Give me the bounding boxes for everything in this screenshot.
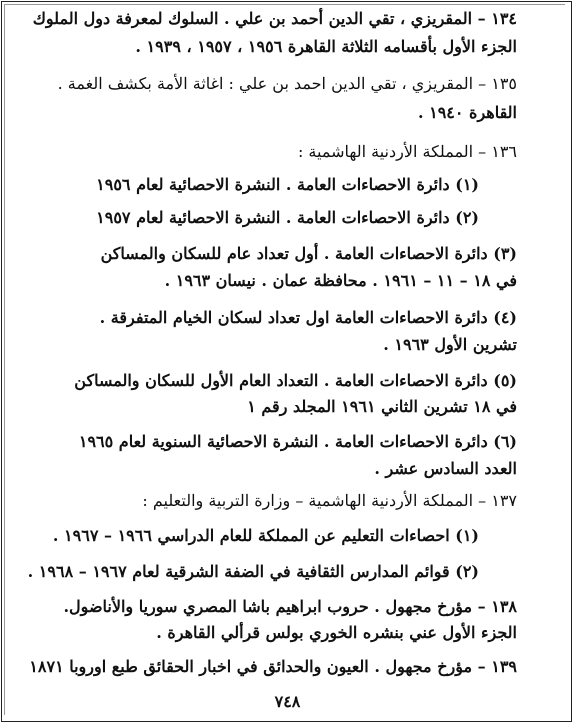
entry-138-line-1: ١٣٨ – مؤرخ مجهول . حروب ابراهيم باشا المصري سوريا والأناضول. xyxy=(63,597,517,616)
entry-136-item-1: (١) دائرة الاحصاءات العامة . النشرة الاحصائية لعام ١٩٥٦ xyxy=(96,175,479,194)
entry-137-item-1: (١) احصاءات التعليم عن المملكة للعام الدراسي ١٩٦٦ – ١٩٦٧ . xyxy=(52,526,479,545)
entry-136-item-6-line-2: العدد السادس عشر . xyxy=(374,459,517,478)
entry-136-item-2: (٢) دائرة الاحصاءات العامة . النشرة الاحصائية لعام ١٩٥٧ xyxy=(96,208,479,227)
entry-136-item-4-line-1: (٤) دائرة الاحصاءات العامة اول تعداد لسكان الخيام المتفرقة . xyxy=(99,308,517,327)
entry-137-item-2: (٢) قوائم المدارس الثقافية في الضفة الشرقية لعام ١٩٦٧ – ١٩٦٨ . xyxy=(27,562,479,581)
page-number: ٧٤٨ xyxy=(274,692,301,711)
entry-136-item-4-line-2: تشرين الأول ١٩٦٣ . xyxy=(383,335,517,354)
entry-134-line-2: الجزء الأول بأقسامه الثلاثة القاهرة ١٩٥٦ ، ١٩٥٧ ، ١٩٣٩ . xyxy=(135,37,517,56)
entry-136-heading: ١٣٦ – المملكة الأردنية الهاشمية : xyxy=(297,142,517,161)
entry-138-line-2: الجزء الأول عني بنشره الخوري بولس قرألي القاهرة . xyxy=(156,623,517,642)
entry-134-line-1: ١٣٤ – المقريزي ، تقي الدين أحمد بن علي . السلوك لمعرفة دول الملوك xyxy=(32,9,517,28)
entry-136-item-5-line-1: (٥) دائرة الاحصاءات العامة . التعداد العام الأول للسكان والمساكن xyxy=(74,371,517,390)
entry-137-heading: ١٣٧ – المملكة الأردنية الهاشمية – وزارة التربية والتعليم : xyxy=(142,491,517,510)
entry-136-item-3-line-1: (٣) دائرة الاحصاءات العامة . أول تعداد عام للسكان والمساكن xyxy=(100,244,517,263)
entry-135-line-2: القاهرة ١٩٤٠ . xyxy=(417,103,517,122)
entry-136-item-5-line-2: في ١٨ تشرين الثاني ١٩٦١ المجلد رقم ١ xyxy=(247,397,517,416)
entry-135-line-1: ١٣٥ – المقريزي ، تقي الدين احمد بن علي : اغاثة الأمة بكشف الغمة . xyxy=(57,74,517,93)
entry-136-item-6-line-1: (٦) دائرة الاحصاءات العامة . النشرة الاحصائية السنوية لعام ١٩٦٥ xyxy=(78,432,517,451)
entry-139-line-1: ١٣٩ – مؤرخ مجهول . العيون والحدائق في اخبار الحقائق طبع اوروبا ١٨٧١ xyxy=(29,657,517,676)
entry-136-item-3-line-2: في ١٨ – ١١ – ١٩٦١ . محافظة عمان . نيسان ١٩٦٣ . xyxy=(164,271,517,290)
